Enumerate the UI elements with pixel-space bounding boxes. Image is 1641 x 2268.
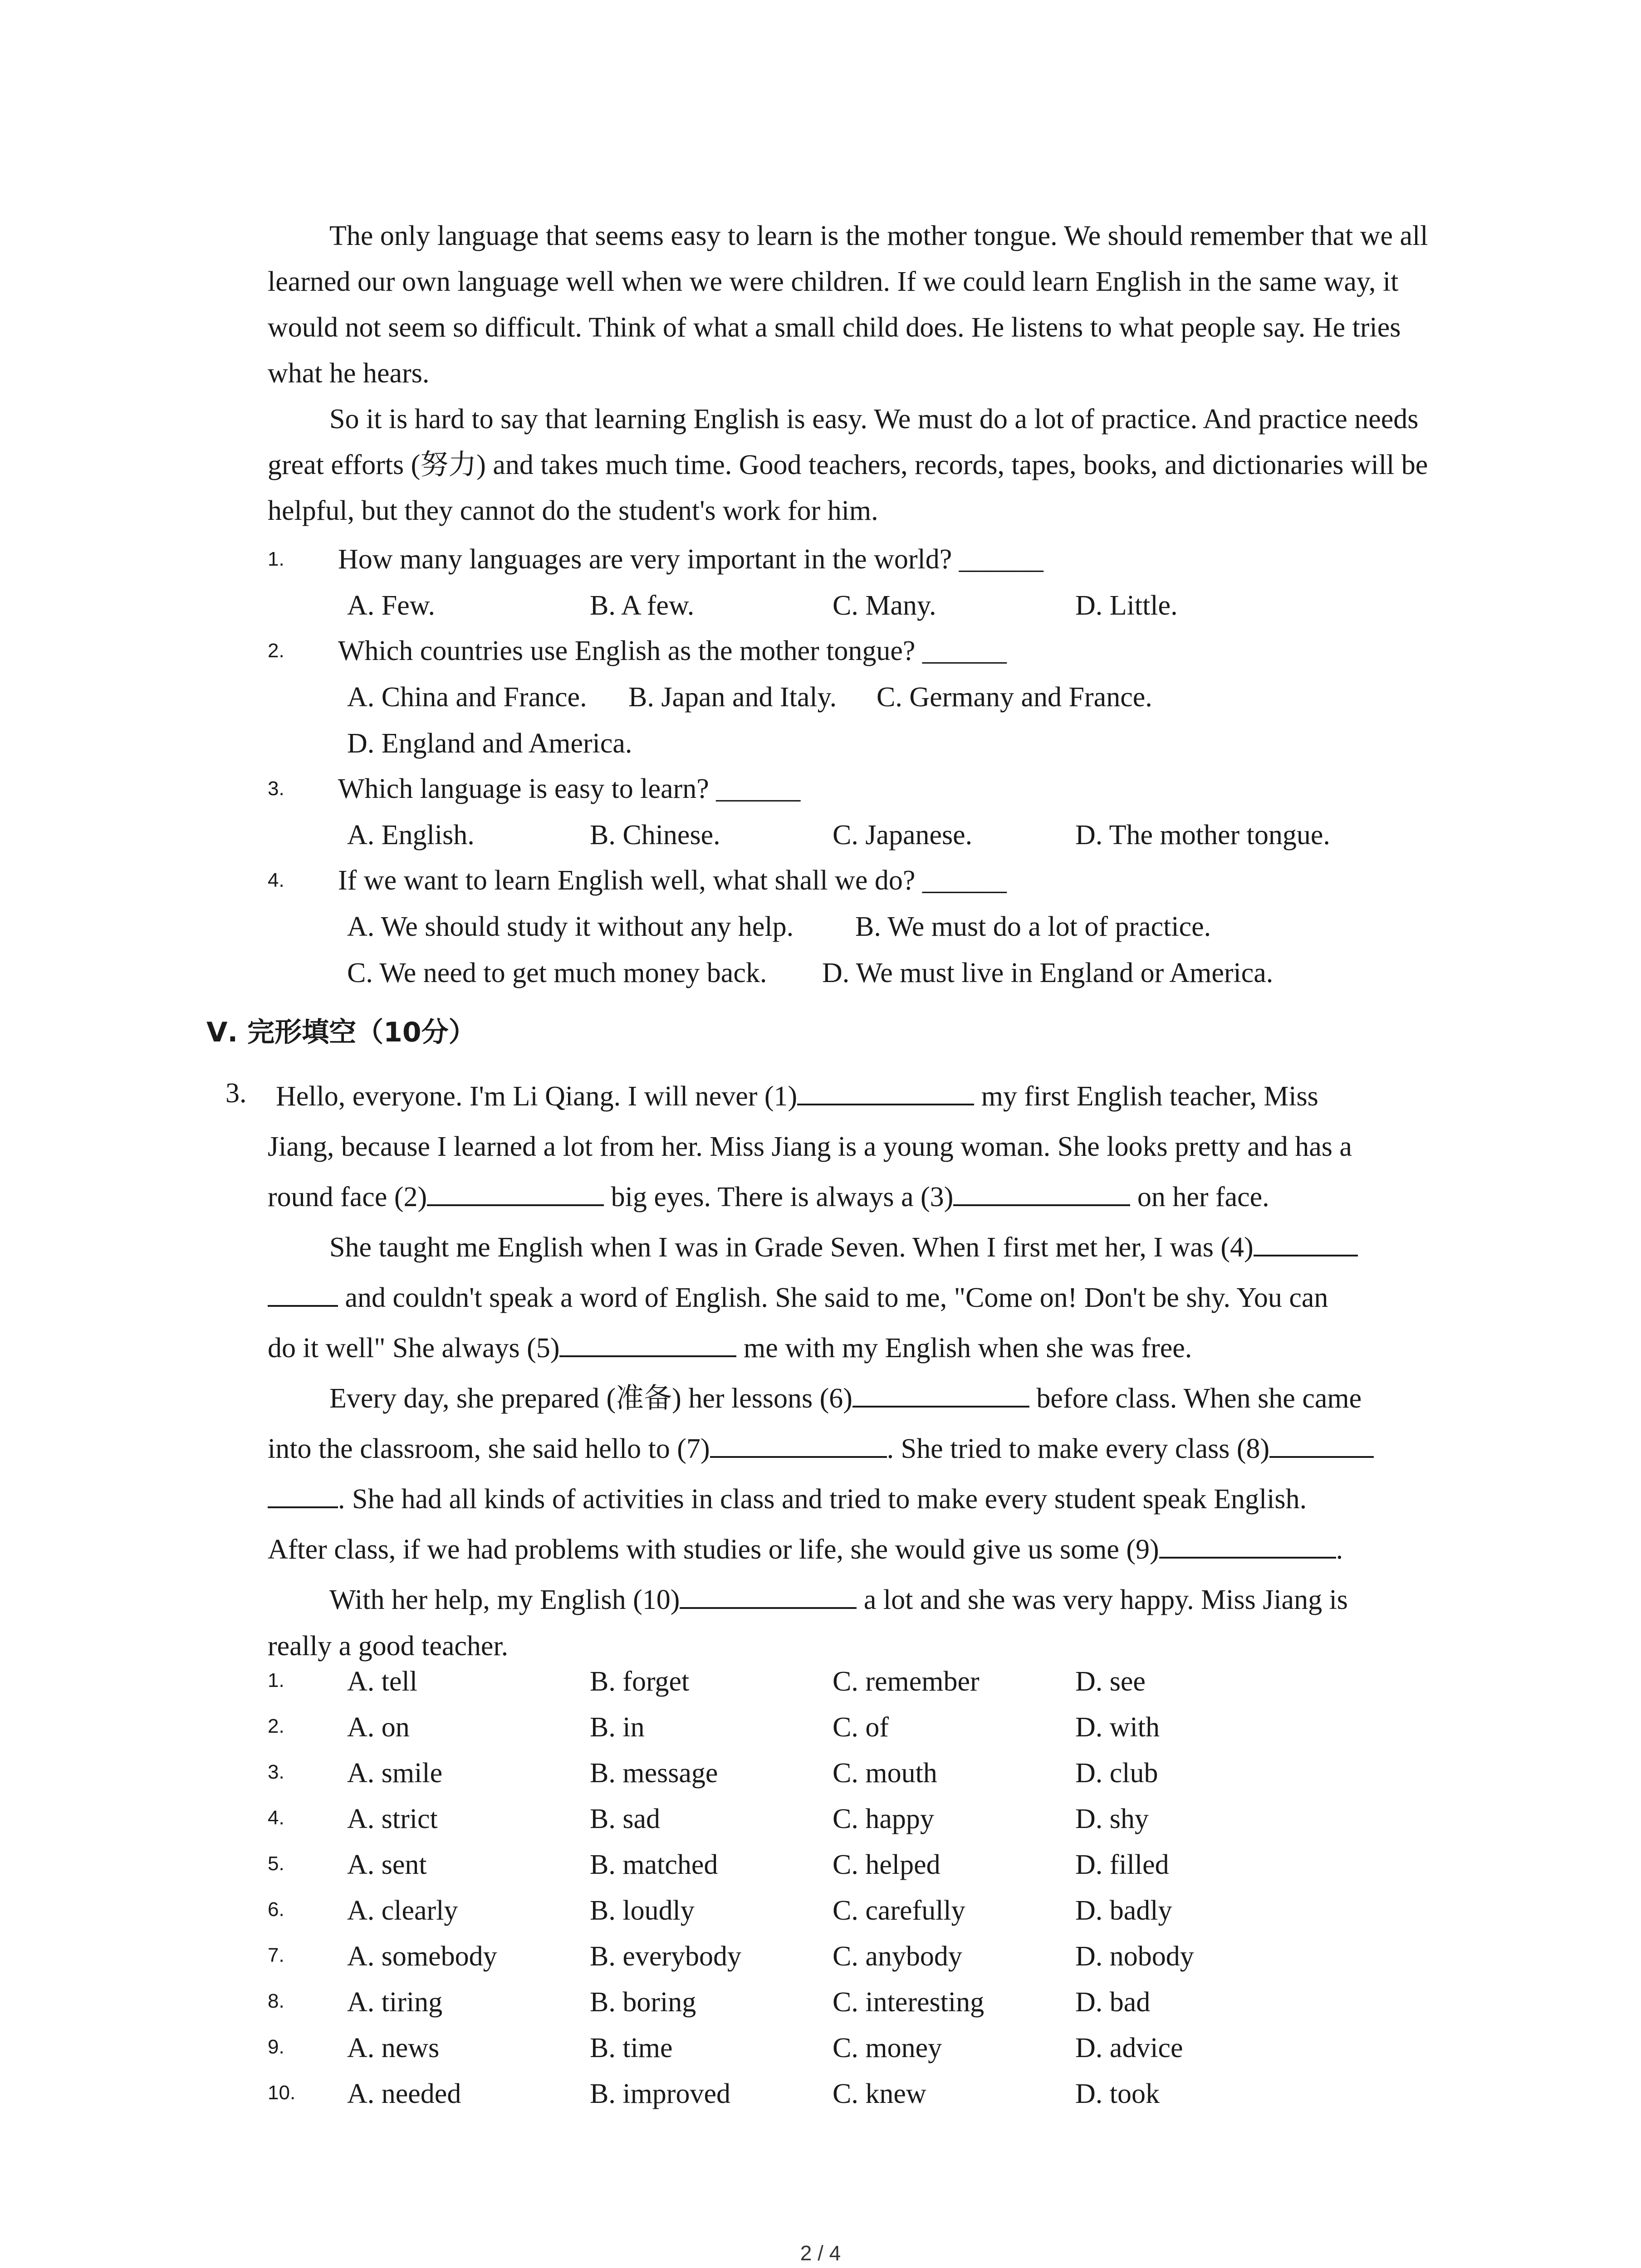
- cloze-line: With her help, my English (10) a lot and she was very happy. Miss Jiang is: [329, 1584, 1348, 1615]
- option: B. sad: [590, 1804, 660, 1834]
- option: D. see: [1075, 1666, 1146, 1697]
- option: C. helped: [833, 1849, 941, 1880]
- option: D. The mother tongue.: [1075, 820, 1330, 850]
- option: C. money: [833, 2033, 942, 2063]
- option: A. We should study it without any help.: [347, 911, 794, 942]
- cloze-line: round face (2) big eyes. There is always a (3) on her face.: [268, 1182, 1269, 1212]
- option: D. filled: [1075, 1849, 1169, 1880]
- option: A. China and France.: [347, 682, 587, 713]
- option: B. boring: [590, 1987, 696, 2018]
- answer-blank: [710, 1456, 887, 1458]
- option: B. in: [590, 1712, 645, 1743]
- option: C. carefully: [833, 1895, 965, 1926]
- option: D. club: [1075, 1758, 1158, 1789]
- option: C. interesting: [833, 1987, 985, 2018]
- passage-paragraph-1: The only language that seems easy to learn is the mother tongue. We should remember that we all learned our own language well when we were children. If we could learn English in the same way, it would not seem so difficult. Think of what a small child does. He listens to what people say. He tries what he hears.: [268, 220, 1428, 389]
- option: C. remember: [833, 1666, 980, 1697]
- option: D. took: [1075, 2078, 1160, 2109]
- option: B. loudly: [590, 1895, 695, 1926]
- option: A. news: [347, 2033, 440, 2063]
- option-number: 2.: [268, 1715, 284, 1737]
- option-number: 9.: [268, 2036, 284, 2058]
- answer-blank: [1254, 1255, 1358, 1256]
- cloze-line: into the classroom, she said hello to (7) . She tried to make every class (8): [268, 1424, 1374, 1474]
- question-text: Which language is easy to learn? ______: [338, 773, 801, 804]
- option: B. improved: [590, 2078, 730, 2109]
- option: B. everybody: [590, 1941, 742, 1972]
- answer-blank: [797, 1104, 974, 1105]
- answer-blank: [1159, 1557, 1336, 1559]
- answer-blank: [268, 1305, 338, 1307]
- option: B. matched: [590, 1849, 718, 1880]
- option: D. We must live in England or America.: [822, 958, 1274, 988]
- cloze-number: 3.: [225, 1078, 247, 1109]
- cloze-line: Jiang, because I learned a lot from her. Miss Jiang is a young woman. She looks pretty and has a: [268, 1131, 1352, 1162]
- option: A. tell: [347, 1666, 417, 1697]
- option: D. England and America.: [347, 728, 632, 759]
- answer-blank: [680, 1607, 857, 1609]
- cloze-line: . She had all kinds of activities in class and tried to make every student speak English.: [268, 1474, 1307, 1525]
- question-number: 3.: [268, 777, 284, 800]
- option: D. shy: [1075, 1804, 1149, 1834]
- option: A. strict: [347, 1804, 438, 1834]
- option: A. on: [347, 1712, 410, 1743]
- question-text: How many languages are very important in the world? ______: [338, 544, 1043, 575]
- option-number: 7.: [268, 1944, 284, 1966]
- option-number: 1.: [268, 1669, 284, 1691]
- option: A. somebody: [347, 1941, 497, 1972]
- option: C. mouth: [833, 1758, 937, 1789]
- option: B. A few.: [590, 590, 695, 621]
- option: B. Japan and Italy.: [628, 682, 837, 713]
- option: D. badly: [1075, 1895, 1172, 1926]
- question-number: 1.: [268, 548, 284, 570]
- option: D. Little.: [1075, 590, 1178, 621]
- cloze-line: After class, if we had problems with studies or life, she would give us some (9) .: [268, 1534, 1343, 1565]
- option: C. Many.: [833, 590, 936, 621]
- option-number: 4.: [268, 1807, 284, 1829]
- answer-blank: [427, 1204, 604, 1206]
- question-text: Which countries use English as the mother tongue? ______: [338, 635, 1007, 666]
- option: A. English.: [347, 820, 475, 850]
- option: D. nobody: [1075, 1941, 1194, 1972]
- option-number: 3.: [268, 1761, 284, 1783]
- option: B. Chinese.: [590, 820, 720, 850]
- option: A. tiring: [347, 1987, 443, 2018]
- cloze-line: do it well" She always (5) me with my English when she was free.: [268, 1333, 1192, 1364]
- cloze-line: She taught me English when I was in Grade Seven. When I first met her, I was (4): [329, 1222, 1358, 1273]
- answer-blank: [953, 1204, 1130, 1206]
- answer-blank: [852, 1406, 1029, 1408]
- option: A. Few.: [347, 590, 436, 621]
- cloze-line: really a good teacher.: [268, 1631, 509, 1662]
- option: B. We must do a lot of practice.: [855, 911, 1211, 942]
- cloze-line: Hello, everyone. I'm Li Qiang. I will never (1) my first English teacher, Miss: [276, 1081, 1318, 1112]
- question-number: 2.: [268, 640, 284, 662]
- page-number: 2 / 4: [800, 2241, 841, 2265]
- reading-passage: [268, 213, 1461, 534]
- cloze-line: and couldn't speak a word of English. She said to me, "Come on! Don't be shy. You can: [268, 1273, 1328, 1323]
- option: D. bad: [1075, 1987, 1151, 2018]
- option: D. with: [1075, 1712, 1160, 1743]
- option: C. anybody: [833, 1941, 962, 1972]
- option: C. Germany and France.: [877, 682, 1152, 713]
- option: C. Japanese.: [833, 820, 973, 850]
- answer-blank: [559, 1355, 736, 1357]
- section-heading: Ⅴ. 完形填空（10分）: [206, 1017, 476, 1048]
- option-number: 10.: [268, 2082, 296, 2104]
- option: B. forget: [590, 1666, 690, 1697]
- option: C. happy: [833, 1804, 934, 1834]
- question-text: If we want to learn English well, what shall we do? ______: [338, 865, 1007, 896]
- option-number: 8.: [268, 1990, 284, 2012]
- option: C. of: [833, 1712, 889, 1743]
- answer-blank: [268, 1506, 338, 1508]
- option: A. clearly: [347, 1895, 458, 1926]
- option: A. sent: [347, 1849, 427, 1880]
- option: A. needed: [347, 2078, 461, 2109]
- option: B. message: [590, 1758, 718, 1789]
- answer-blank: [1269, 1456, 1374, 1458]
- option: A. smile: [347, 1758, 443, 1789]
- option-number: 5.: [268, 1853, 284, 1875]
- question-number: 4.: [268, 869, 284, 891]
- option-number: 6.: [268, 1898, 284, 1921]
- option: C. knew: [833, 2078, 926, 2109]
- passage-paragraph-2: So it is hard to say that learning English is easy. We must do a lot of practice. And practice needs great efforts (努力) and takes much time. Good teachers, records, tapes, books, and dictionaries will be helpful, but they cannot do the student's work for him.: [268, 404, 1428, 526]
- option: D. advice: [1075, 2033, 1183, 2063]
- option: C. We need to get much money back.: [347, 958, 767, 988]
- option: B. time: [590, 2033, 673, 2063]
- cloze-line: Every day, she prepared (准备) her lessons (6) before class. When she came: [329, 1383, 1362, 1414]
